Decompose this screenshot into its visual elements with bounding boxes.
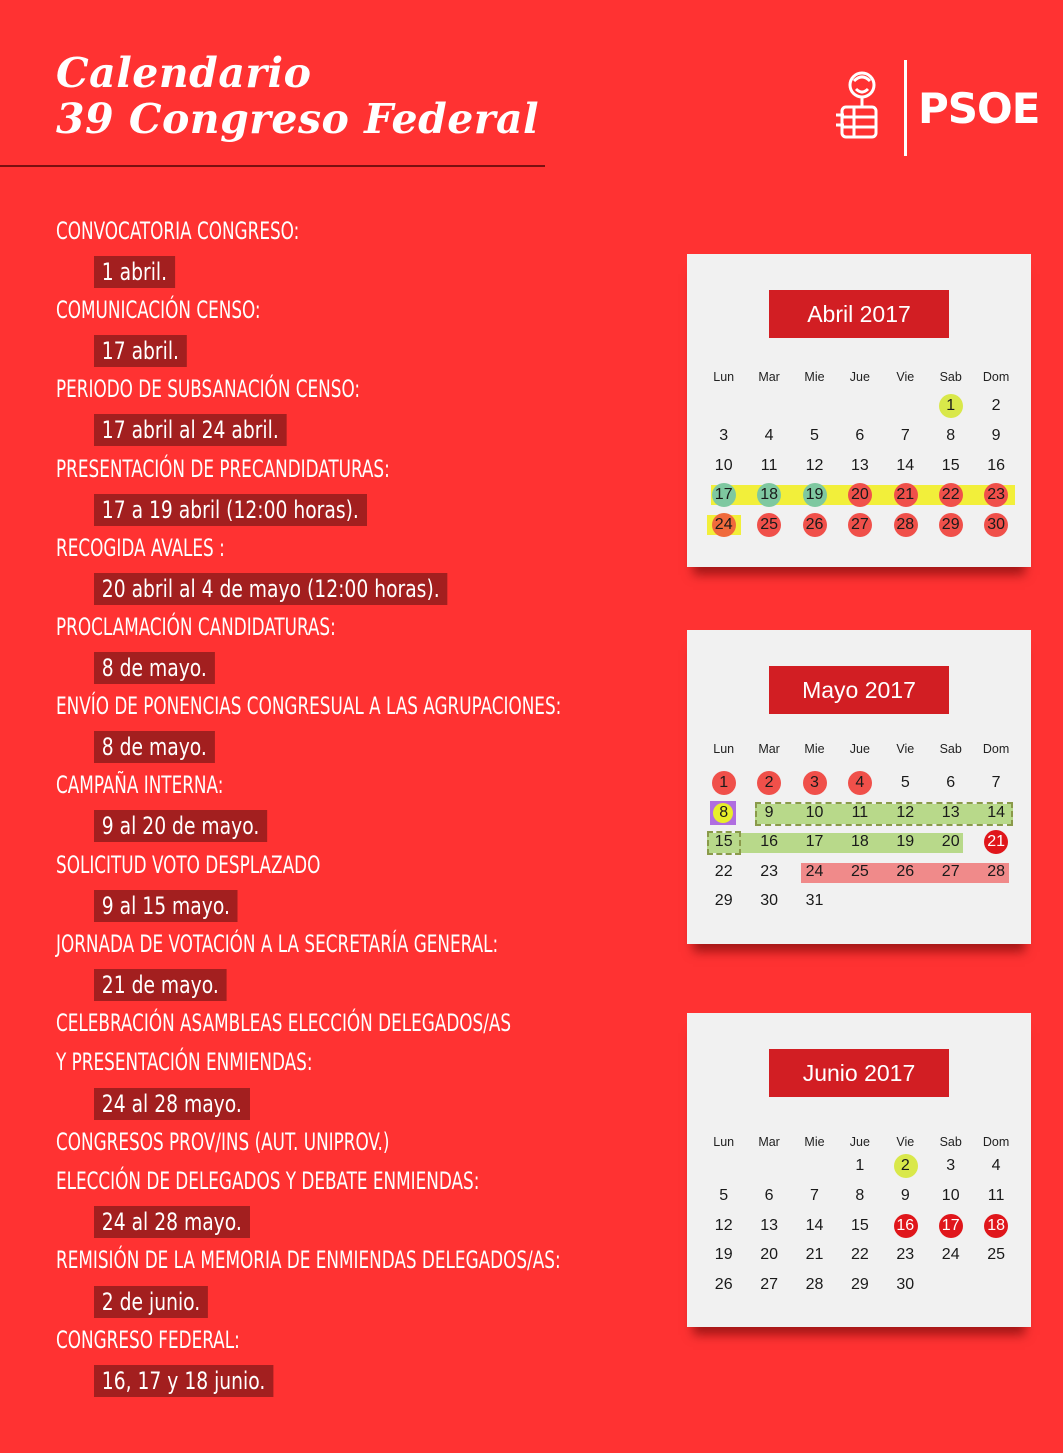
calendar-day: 15 [850,1216,869,1234]
calendar-day: 13 [941,803,960,821]
item-label: RECOGIDA AVALES : [56,533,225,562]
item-date-row [56,1083,676,1123]
list-item [56,1321,676,1400]
calendar-day: 6 [764,1186,774,1204]
item-date-row [56,964,676,1004]
calendar-day: 3 [946,1157,956,1174]
weekday-label: Dom [982,742,1010,756]
calendar-day: 9 [991,426,1001,444]
item-label: CONVOCATORIA CONGRESO: [56,217,300,245]
calendar-day: 27 [837,511,882,539]
calendar-day: 23 [973,481,1018,509]
weekday-label: Vie [896,1135,915,1149]
calendar-day: 30 [760,892,778,910]
calendar-day: 8 [855,1186,865,1204]
calendar-day: 15 [941,456,960,474]
weekday-label: Mie [804,742,825,756]
calendar-day: 19 [792,481,837,509]
brand-name: PSOE [918,84,1040,133]
title-line-1: Calendario [56,49,312,97]
item-label: PROCLAMACIÓN CANDIDATURAS: [56,612,336,641]
item-date-row [56,885,676,925]
calendar-day: 1 [855,1157,865,1174]
item-label: SOLICITUD VOTO DESPLAZADO [56,850,321,879]
calendar-day: 13 [760,1216,778,1234]
calendar-day: 10 [805,803,824,821]
calendar-day: 24 [805,862,824,880]
weekday-label: Mie [804,370,825,384]
calendar-day: 14 [805,1216,824,1234]
calendar-day: 18 [850,833,869,851]
item-label: REMISIÓN DE LA MEMORIA DE ENMIENDAS DELEGADOS/AS: [56,1246,561,1275]
weekday-label: Sab [939,370,962,384]
list-item [56,1004,676,1123]
item-date-row [56,1281,676,1321]
calendar-day: 7 [900,426,910,444]
month-title: Mayo 2017 [769,666,949,714]
calendar-day: 27 [941,862,960,880]
calendar-day: 12 [805,456,824,474]
item-label: PRESENTACIÓN DE PRECANDIDATURAS: [56,454,390,483]
calendar-day: 6 [946,774,956,791]
calendar-day: 11 [760,456,778,474]
weekday-label: Jue [849,742,870,756]
calendar-day: 18 [746,481,791,509]
item-date-row [56,1360,676,1400]
calendar-day: 26 [896,862,915,880]
item-date: 20 abril al 4 de mayo (12:00 horas). [94,573,447,605]
calendar-day: 3 [719,426,729,444]
calendar-june [687,1013,1031,1327]
calendar-day: 16 [987,456,1005,474]
item-date: 24 al 28 mayo. [94,1206,250,1238]
calendar-day: 24 [701,511,746,539]
calendar-day: 25 [746,511,791,539]
calendar-day: 4 [764,426,774,444]
list-item [56,608,676,687]
item-date: 16, 17 y 18 junio. [94,1365,273,1397]
weekday-label: Mie [804,1135,825,1149]
calendar-day: 21 [805,1246,824,1264]
item-date: 8 de mayo. [94,731,215,763]
calendar-day: 23 [760,862,778,880]
calendar-day: 27 [760,1276,778,1294]
month-title: Abril 2017 [769,290,949,338]
calendar-day: 1 [701,769,746,797]
calendar-day: 5 [900,774,910,791]
calendar-day: 26 [792,511,837,539]
calendar-day: 28 [883,511,928,539]
calendar-day: 11 [851,803,869,821]
item-date-row [56,489,676,529]
calendar-day: 2 [746,769,791,797]
psoe-logo [832,60,1040,160]
item-date: 9 al 20 de mayo. [94,810,267,842]
item-date: 17 a 19 abril (12:00 horas). [94,494,367,526]
item-date-row [56,568,676,608]
calendar-day: 28 [987,862,1005,880]
item-date-row [56,1202,676,1242]
calendar-day: 22 [928,481,973,509]
list-item [56,291,676,370]
weekday-label: Jue [849,370,870,384]
item-date: 9 al 15 mayo. [94,890,238,922]
calendar-day: 7 [810,1186,819,1204]
calendar-day: 16 [760,833,778,851]
calendar-day: 5 [810,426,819,444]
calendar-day: 12 [714,1216,733,1234]
item-label: PERIODO DE SUBSANACIÓN CENSO: [56,375,361,404]
item-label: COMUNICACIÓN CENSO: [56,296,261,325]
calendar-day: 15 [714,833,733,851]
calendar-day: 8 [719,803,729,821]
calendar-day: 12 [896,803,915,821]
calendar-day: 10 [941,1186,960,1204]
title-line-2: 39 Congreso Federal [56,95,540,143]
calendar-day: 9 [900,1186,910,1204]
calendar-day: 19 [896,833,915,851]
logo-separator [904,60,907,156]
weekday-label: Dom [982,1135,1010,1149]
calendar-day: 30 [973,511,1018,539]
calendar-day: 25 [987,1246,1005,1264]
title-underline [0,165,545,167]
calendar-day: 6 [855,426,865,444]
weekday-label: Vie [896,742,915,756]
item-date-row [56,331,676,371]
calendar-day: 1 [928,392,973,420]
item-date-row [56,410,676,450]
weekday-label: Mar [758,370,780,384]
calendar-day: 30 [896,1276,915,1294]
month-title: Junio 2017 [769,1049,949,1097]
weekday-label: Sab [939,1135,962,1149]
item-label-continued: ELECCIÓN DE DELEGADOS Y DEBATE ENMIENDAS: [56,1167,480,1196]
calendar-day: 14 [987,803,1005,821]
calendar-day: 2 [883,1152,928,1180]
calendar-april [687,254,1031,567]
calendar-day: 2 [991,397,1001,414]
item-date: 8 de mayo. [94,652,215,684]
calendar-day: 7 [991,774,1001,791]
calendar-day: 31 [805,892,824,910]
item-date: 24 al 28 mayo. [94,1088,250,1120]
calendar-day: 3 [792,769,837,797]
weekday-label: Jue [849,1135,870,1149]
calendar-day: 17 [701,481,746,509]
rose-fist-icon [832,65,892,145]
calendar-day: 4 [837,769,882,797]
calendar-day: 20 [837,481,882,509]
item-date: 1 abril. [94,256,175,288]
list-item [56,1241,676,1320]
weekday-label: Dom [982,370,1010,384]
list-item [56,529,676,608]
item-label: CONGRESO FEDERAL: [56,1325,240,1354]
weekday-label: Lun [713,370,735,384]
calendar-day: 20 [760,1246,778,1264]
item-date: 21 de mayo. [94,969,227,1001]
calendar-day: 18 [973,1212,1018,1240]
calendar-day: 10 [714,456,733,474]
calendar-day: 28 [805,1276,824,1294]
item-label: JORNADA DE VOTACIÓN A LA SECRETARÍA GENERAL: [56,929,499,958]
calendar-day: 29 [928,511,973,539]
weekday-label: Mar [758,742,780,756]
calendar-day: 17 [928,1212,973,1240]
calendar-day: 13 [850,456,869,474]
calendar-day: 21 [973,828,1018,856]
calendar-day: 22 [850,1246,869,1264]
list-item [56,212,676,291]
item-date-row [56,252,676,292]
page-title [56,50,539,142]
event-list [56,212,676,1400]
item-date: 17 abril. [94,335,187,367]
list-item [56,925,676,1004]
item-label: ENVÍO DE PONENCIAS CONGRESUAL A LAS AGRUPACIONES: [56,692,562,721]
calendar-day: 8 [946,426,956,444]
calendar-day: 23 [896,1246,915,1264]
list-item [56,687,676,766]
item-date-row [56,806,676,846]
item-date: 2 de junio. [94,1286,208,1318]
calendar-day: 26 [714,1276,733,1294]
calendar-day: 5 [719,1186,729,1204]
calendar-day: 24 [941,1246,960,1264]
calendar-day: 9 [764,803,774,821]
item-label: CAMPAÑA INTERNA: [56,771,224,800]
weekday-label: Lun [713,742,735,756]
calendar-day: 25 [850,862,869,880]
calendar-day: 19 [714,1246,733,1264]
weekday-label: Lun [713,1135,735,1149]
list-item [56,1123,676,1242]
calendar-day: 29 [850,1276,869,1294]
item-label: CONGRESOS PROV/INS (AUT. UNIPROV.) [56,1127,390,1156]
list-item [56,370,676,449]
item-label-continued: Y PRESENTACIÓN ENMIENDAS: [56,1048,313,1077]
list-item [56,450,676,529]
calendar-day: 20 [941,833,960,851]
item-date: 17 abril al 24 abril. [94,414,287,446]
weekday-label: Sab [939,742,962,756]
item-date-row [56,648,676,688]
calendar-day: 17 [805,833,824,851]
calendar-day: 11 [987,1186,1005,1204]
calendar-day: 16 [883,1212,928,1240]
calendar-day: 22 [714,862,733,880]
list-item [56,766,676,845]
calendar-day: 14 [896,456,915,474]
weekday-label: Mar [758,1135,780,1149]
calendar-day: 21 [883,481,928,509]
item-date-row [56,727,676,767]
list-item [56,846,676,925]
weekday-label: Vie [896,370,915,384]
calendar-day: 4 [991,1157,1001,1174]
calendar-may [687,630,1031,944]
item-label: CELEBRACIÓN ASAMBLEAS ELECCIÓN DELEGADOS/AS [56,1008,512,1037]
calendar-day: 29 [714,892,733,910]
